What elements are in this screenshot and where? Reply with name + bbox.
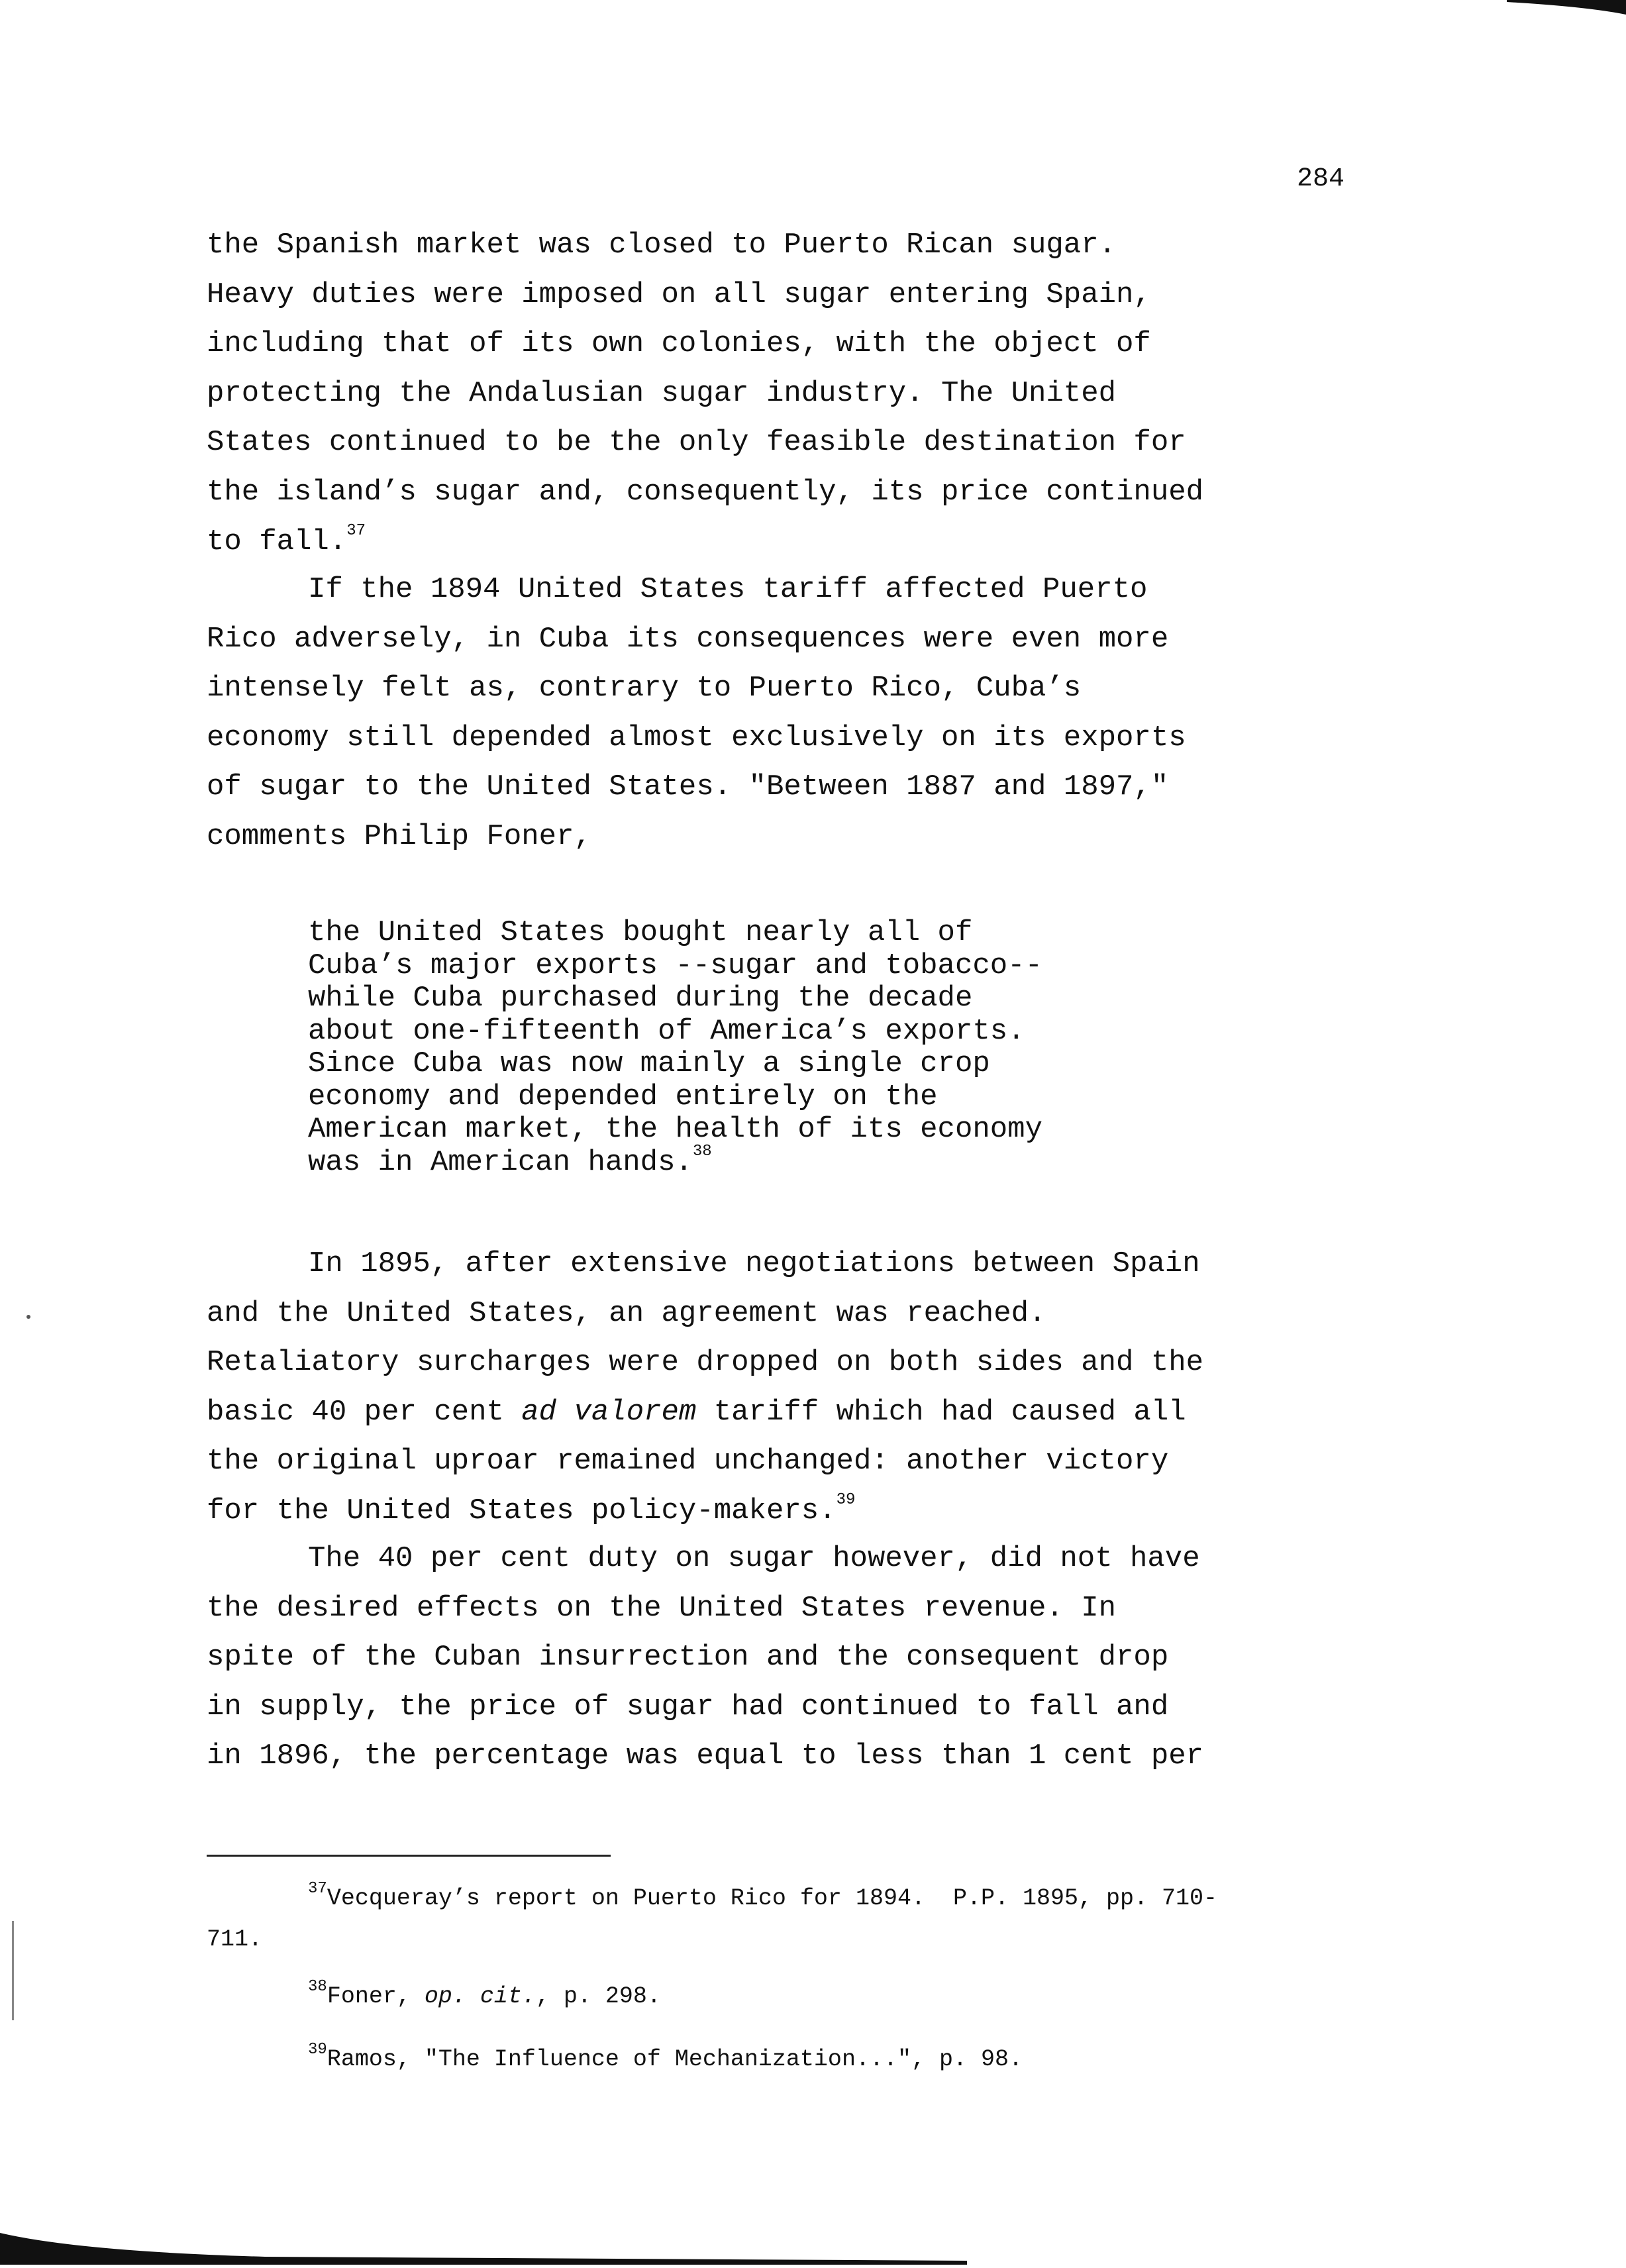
quote-line: Cuba’s major exports --sugar and tobacco--	[308, 949, 1042, 982]
quote-line: while Cuba purchased during the decade	[308, 982, 973, 1015]
quote-line: American market, the health of its economy	[308, 1113, 1042, 1146]
text-line: of sugar to the United States. "Between 1887 and 1897,"	[207, 770, 1169, 804]
scan-speck	[26, 1315, 30, 1319]
footnote-marker: 38	[308, 1978, 327, 1996]
footnote-marker: 39	[308, 2041, 327, 2059]
text-line: spite of the Cuban insurrection and the consequent drop	[207, 1641, 1169, 1675]
text-fragment: basic 40 per cent	[207, 1395, 522, 1429]
footnote-line: 711.	[207, 1926, 263, 1953]
text-line: If the 1894 United States tariff affected Puerto	[308, 573, 1148, 606]
scan-margin-mark	[12, 1921, 14, 2020]
text-line: protecting the Andalusian sugar industry. The United	[207, 376, 1117, 410]
bottom-edge-shadow	[0, 2225, 967, 2265]
footnote-divider	[207, 1855, 611, 1857]
text-line: the island’s sugar and, consequently, its price continued	[207, 475, 1204, 509]
text-line: intensely felt as, contrary to Puerto Rico, Cuba’s	[207, 672, 1082, 705]
text-fragment: was in American hands.	[308, 1145, 693, 1179]
top-edge-shadow	[1507, 0, 1626, 20]
text-line: and the United States, an agreement was reached.	[207, 1296, 1046, 1330]
block-quote	[308, 917, 1301, 1179]
text-line: Retaliatory surcharges were dropped on both sides and the	[207, 1346, 1204, 1380]
footnote-37	[207, 1878, 1399, 1960]
text-line: in 1896, the percentage was equal to less than 1 cent per	[207, 1739, 1204, 1773]
quote-line: the United States bought nearly all of	[308, 916, 973, 949]
quote-line: economy and depended entirely on the	[308, 1080, 938, 1113]
footnote-line	[207, 1878, 1399, 1919]
text-line: The 40 per cent duty on sugar however, did not have	[308, 1542, 1200, 1575]
footnote-38	[207, 1976, 1399, 2017]
page-number: 284	[1297, 164, 1345, 194]
text-line: States continued to be the only feasible destination for	[207, 426, 1186, 460]
text-fragment: tariff which had caused all	[696, 1395, 1186, 1429]
footnote-text: Foner,	[327, 1983, 425, 2010]
text-fragment: to fall.	[207, 525, 347, 558]
footnote-line	[207, 1976, 1399, 2017]
italic-term: ad valorem	[521, 1395, 697, 1429]
text-line	[207, 1486, 1412, 1536]
footnote-text: Vecqueray’s report on Puerto Rico for 1894. P.P. 1895, pp. 710-	[327, 1885, 1218, 1912]
footnote-ref-37: 37	[346, 521, 366, 540]
text-fragment: for the United States policy-makers.	[207, 1494, 837, 1527]
paragraph-1	[207, 221, 1412, 566]
text-line: comments Philip Foner,	[207, 819, 591, 853]
footnote-ref-39: 39	[836, 1490, 856, 1509]
footnote-39	[207, 2039, 1399, 2080]
paragraph-2	[207, 565, 1412, 862]
footnote-ref-38: 38	[692, 1142, 712, 1160]
footnote-line	[207, 2039, 1399, 2080]
text-line: the original uproar remained unchanged: another victory	[207, 1445, 1169, 1478]
text-line: In 1895, after extensive negotiations between Spain	[308, 1247, 1200, 1280]
quote-line: Since Cuba was now mainly a single crop	[308, 1047, 990, 1080]
footnote-text: Ramos, "The Influence of Mechanization...", p. 98.	[327, 2046, 1023, 2073]
text-line: the Spanish market was closed to Puerto Rican sugar.	[207, 229, 1117, 262]
quote-line	[308, 1142, 1301, 1180]
text-line: in supply, the price of sugar had continued to fall and	[207, 1690, 1169, 1724]
footnote-marker: 37	[308, 1880, 327, 1898]
text-line	[207, 517, 1412, 567]
text-line	[207, 1388, 1412, 1437]
text-line: including that of its own colonies, with the object of	[207, 327, 1151, 361]
footnote-text: , p. 298.	[535, 1983, 661, 2010]
text-line: economy still depended almost exclusively on its exports	[207, 721, 1186, 754]
text-line: Heavy duties were imposed on all sugar entering Spain,	[207, 278, 1151, 311]
paragraph-3	[207, 1239, 1412, 1536]
italic-term: op. cit.	[424, 1983, 536, 2010]
paragraph-4	[207, 1534, 1412, 1781]
text-line: Rico adversely, in Cuba its consequences were even more	[207, 622, 1169, 656]
text-line: the desired effects on the United States revenue. In	[207, 1591, 1117, 1625]
quote-line: about one-fifteenth of America’s exports.	[308, 1014, 1025, 1048]
